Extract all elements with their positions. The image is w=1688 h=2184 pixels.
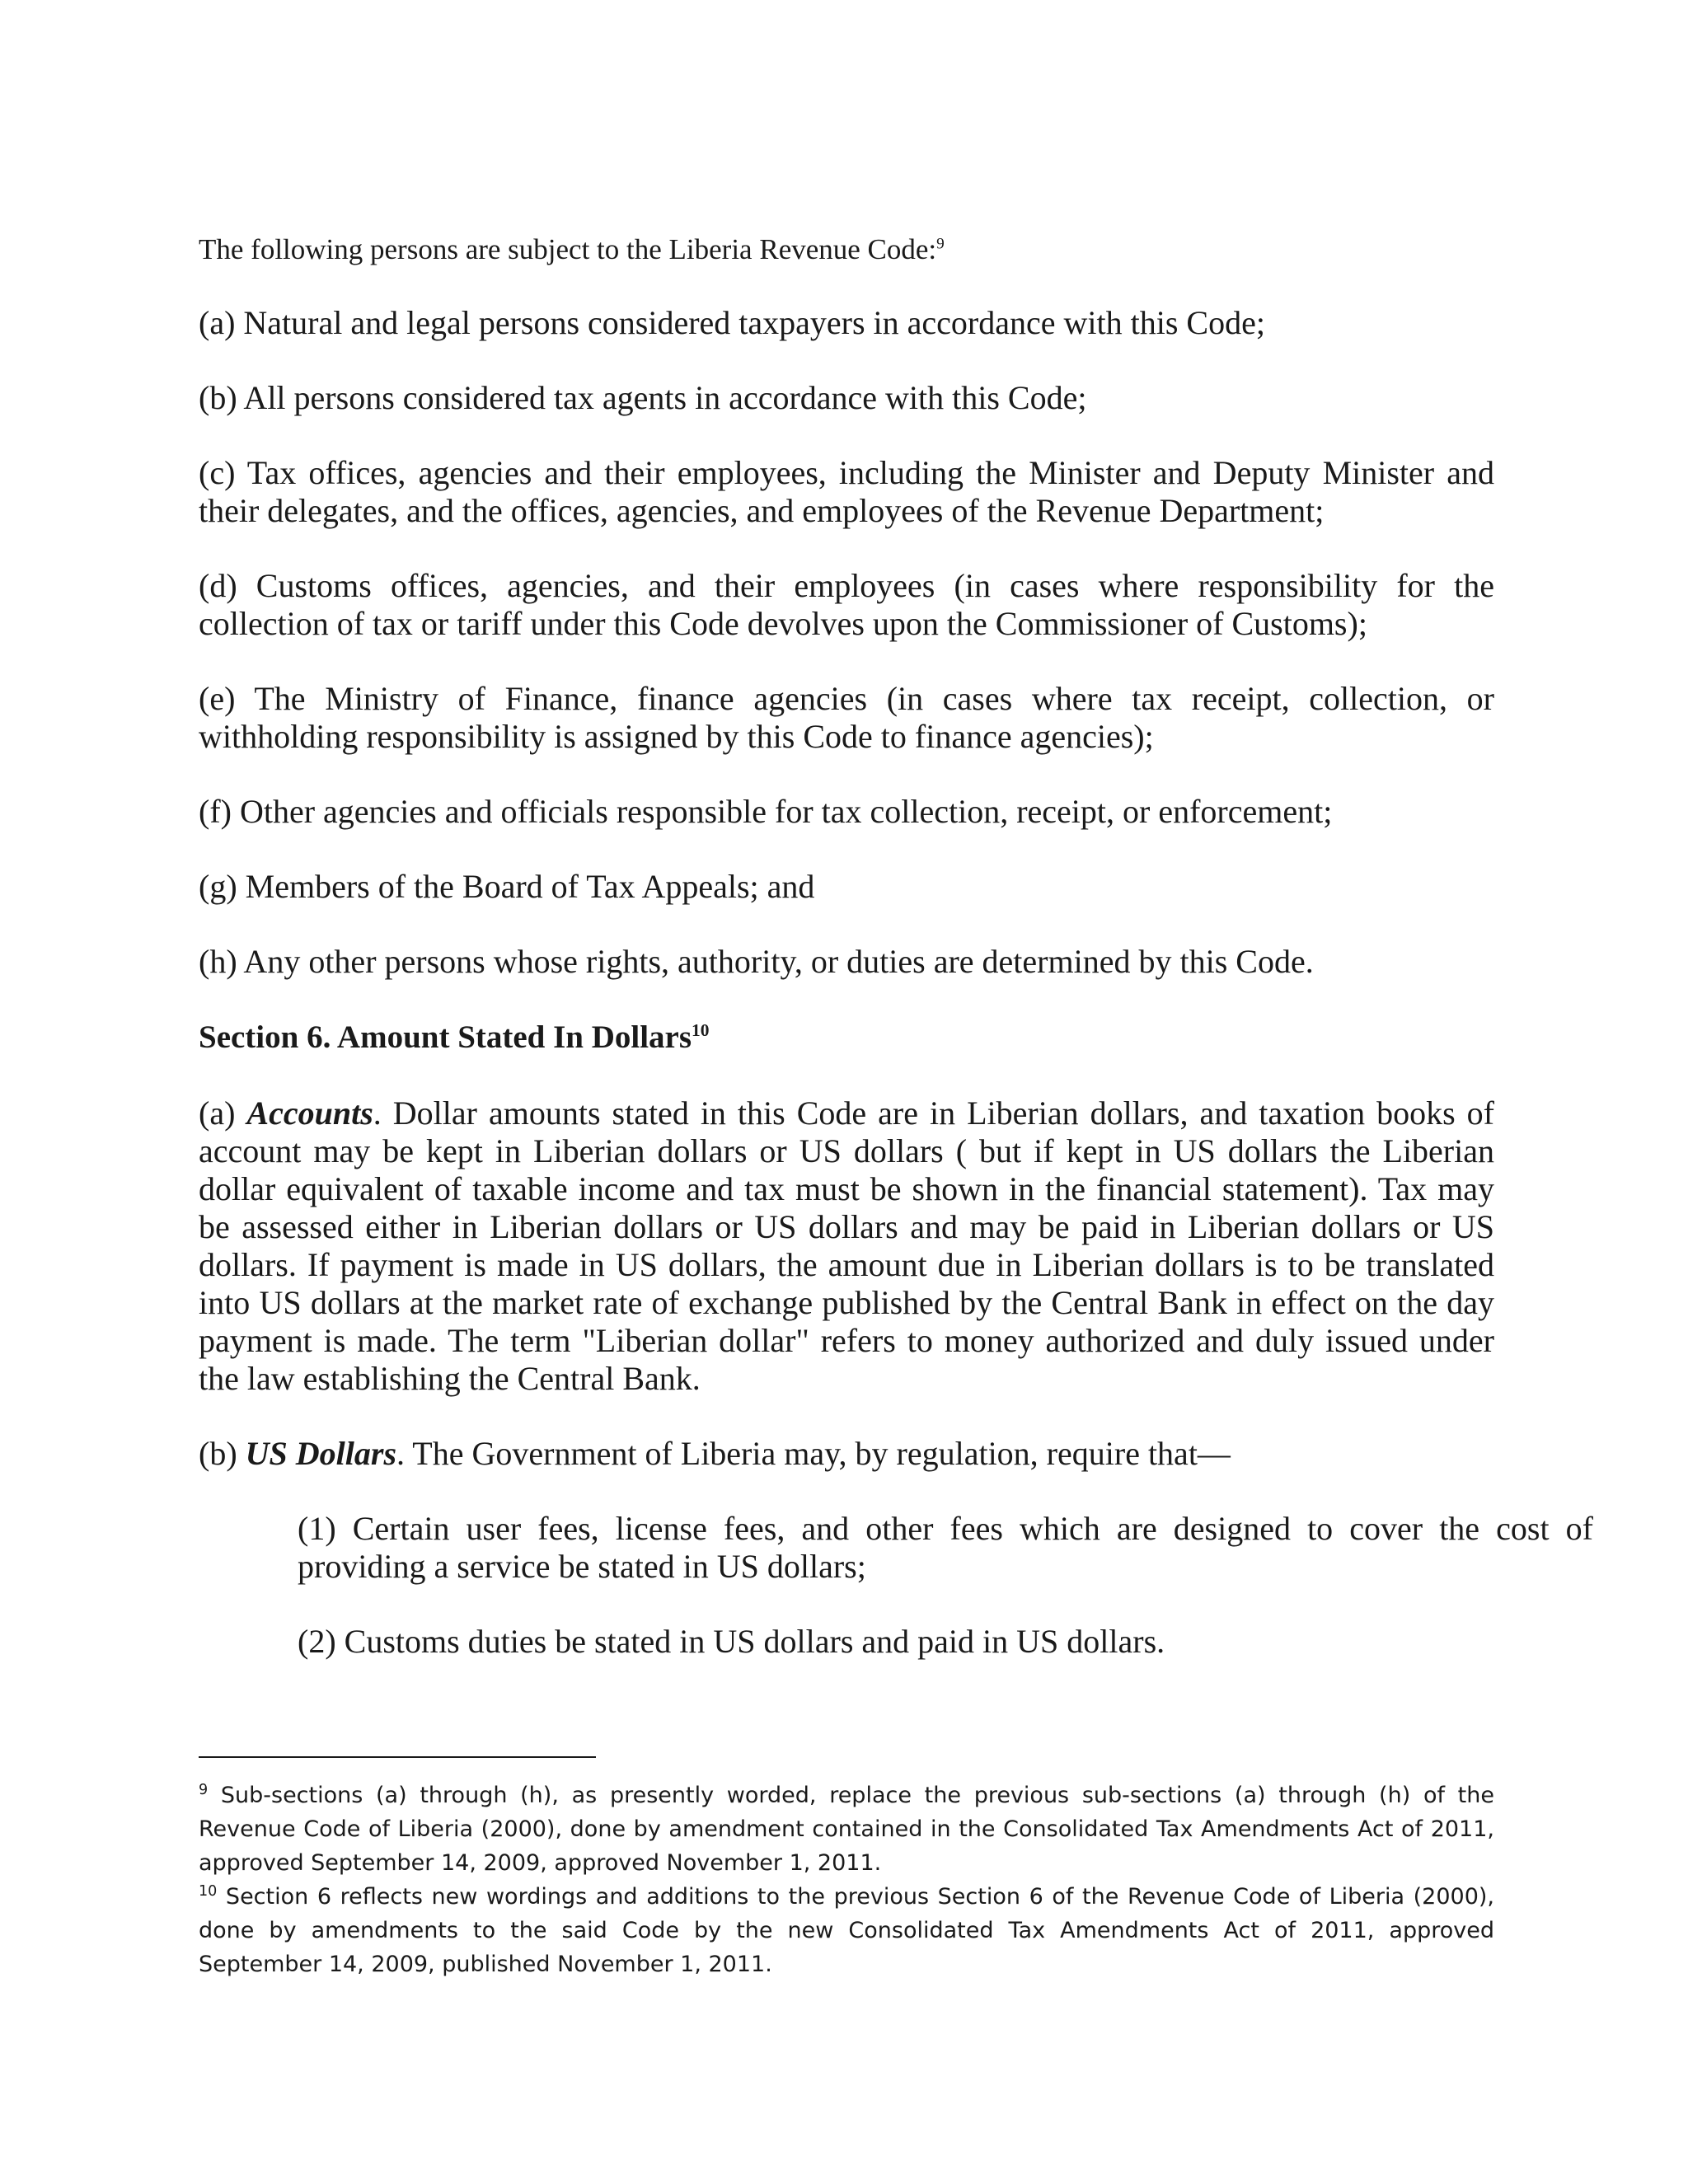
footnote-ref-10: 10 xyxy=(692,1020,710,1040)
section-6b-prefix: (b) xyxy=(199,1435,246,1472)
intro-line xyxy=(199,231,1494,269)
section-heading-text: Section 6. Amount Stated In Dollars xyxy=(199,1019,692,1055)
list-item-d: (d) Customs offices, agencies, and their employees (in cases where responsibility for the collection of tax or tariff under this Code devolves upon the Commissioner of Customs); xyxy=(199,567,1494,642)
list-item-e: (e) The Ministry of Finance, finance agencies (in cases where tax receipt, collection, or withholding responsibility is assigned by this Code to finance agencies); xyxy=(199,680,1494,755)
section-6a-paragraph xyxy=(199,1094,1494,1398)
section-6b-item-1: (1) Certain user fees, license fees, and other fees which are designed to cover the cost of providing a service be stated in US dollars; xyxy=(298,1510,1593,1585)
footnote-10-number: 10 xyxy=(199,1883,218,1900)
section-6a-prefix: (a) xyxy=(199,1094,247,1132)
list-item-g: (g) Members of the Board of Tax Appeals; and xyxy=(199,868,815,905)
section-6a-title: Accounts xyxy=(246,1094,373,1132)
section-6b-item-2: (2) Customs duties be stated in US dollars and paid in US dollars. xyxy=(298,1623,1165,1660)
section-6a-text: . Dollar amounts stated in this Code are in Liberian dollars, and taxation books of account may be kept in Liberian dollars or US dollars ( but if kept in US dollars the Liberian dollar equivalent of taxable income and tax must be shown in the financial statement). Tax may be assessed either in Liberian dollars or US dollars and may be paid in Liberian dollars or US dollars. If payment is made in US dollars, the amount due in Liberian dollars is to be translated into US dollars at the market rate of exchange published by the Central Bank in effect on the day payment is made. The term "Liberian dollar" refers to money authorized and duly issued under the law establishing the Central Bank. xyxy=(199,1094,1494,1397)
footnote-ref-9: 9 xyxy=(936,235,945,253)
section-6b-title: US Dollars xyxy=(245,1435,397,1472)
footnote-10-text: Section 6 reflects new wordings and additions to the previous Section 6 of the Revenue Code of Liberia (2000), done by amendments to the said Code by the new Consolidated Tax Amendments Act of 2011, approved September 14, 2009, published November 1, 2011. xyxy=(199,1884,1494,1977)
list-item-b: (b) All persons considered tax agents in accordance with this Code; xyxy=(199,379,1087,416)
footnotes xyxy=(199,1779,1494,1981)
section-6b-paragraph xyxy=(199,1435,1494,1473)
list-item-f: (f) Other agencies and officials responsible for tax collection, receipt, or enforcement; xyxy=(199,793,1333,830)
section-heading xyxy=(199,1019,1494,1057)
footnote-10 xyxy=(199,1880,1494,1981)
list-item-h: (h) Any other persons whose rights, authority, or duties are determined by this Code. xyxy=(199,943,1314,980)
footnote-9-text: Sub-sections (a) through (h), as presently worded, replace the previous sub-sections (a) through (h) of the Revenue Code of Liberia (2000), done by amendment contained in the Consolidated Tax Amendments Act of 2011, approved September 14, 2009, approved November 1, 2011. xyxy=(199,1783,1494,1876)
section-6b-text: . The Government of Liberia may, by regulation, require that— xyxy=(396,1435,1231,1472)
footnote-9-number: 9 xyxy=(199,1782,209,1798)
list-item-a: (a) Natural and legal persons considered taxpayers in accordance with this Code; xyxy=(199,304,1265,341)
footnote-9 xyxy=(199,1779,1494,1880)
footnote-separator xyxy=(199,1756,596,1758)
list-item-c: (c) Tax offices, agencies and their employees, including the Minister and Deputy Minister and their delegates, and the offices, agencies, and employees of the Revenue Department; xyxy=(199,454,1494,529)
intro-text: The following persons are subject to the Liberia Revenue Code: xyxy=(199,233,937,265)
